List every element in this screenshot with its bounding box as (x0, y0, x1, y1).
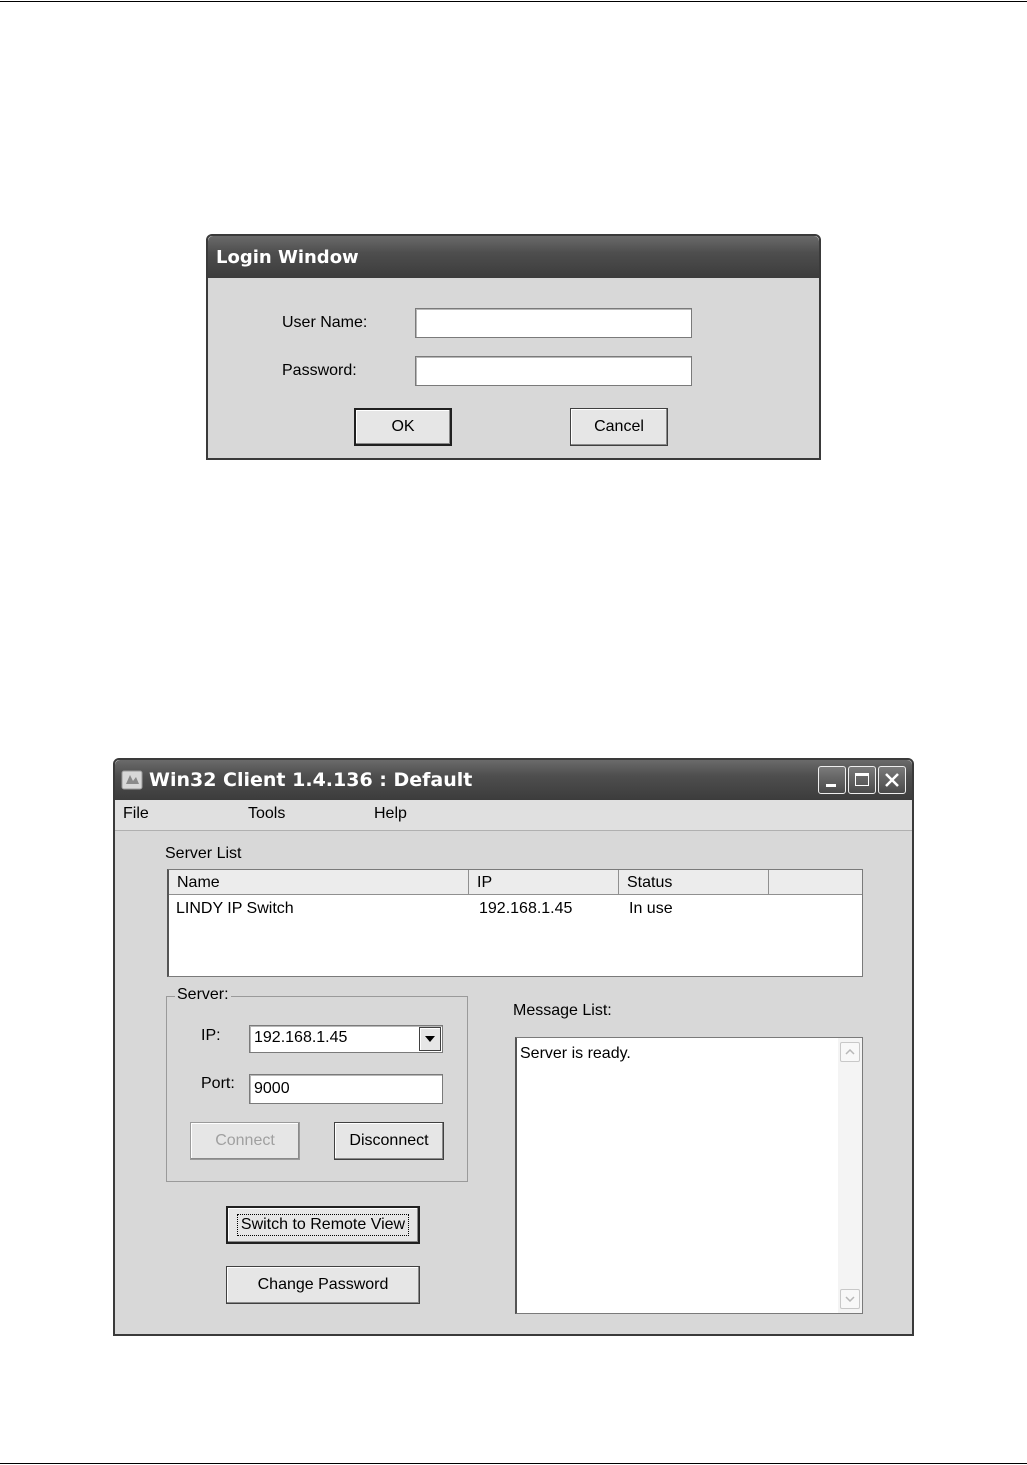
scroll-up-icon[interactable] (840, 1042, 860, 1062)
minimize-icon[interactable] (818, 766, 846, 794)
column-header-status[interactable]: Status (619, 870, 769, 894)
main-title: Win32 Client 1.4.136 : Default (149, 769, 473, 791)
server-list[interactable] (167, 869, 863, 977)
row-status: In use (629, 900, 673, 917)
username-input[interactable] (415, 308, 692, 338)
row-ip: 192.168.1.45 (479, 900, 573, 917)
message-list-label: Message List: (513, 1002, 612, 1019)
ip-combo-value: 192.168.1.45 (254, 1029, 348, 1046)
page-top-rule (0, 1, 1027, 2)
message-text: Server is ready. (520, 1045, 631, 1062)
main-window (113, 758, 914, 1336)
column-header-name[interactable]: Name (169, 870, 469, 894)
main-title-bar[interactable] (115, 760, 912, 800)
menu-tools[interactable]: Tools (248, 805, 286, 822)
maximize-icon[interactable] (848, 766, 876, 794)
login-title-bar[interactable] (208, 236, 819, 278)
login-window (206, 234, 821, 460)
message-scrollbar[interactable] (838, 1038, 862, 1313)
menu-bar (115, 800, 912, 831)
port-input[interactable] (249, 1074, 443, 1104)
password-input[interactable] (415, 356, 692, 386)
menu-file[interactable]: File (123, 805, 149, 822)
disconnect-button[interactable]: Disconnect (334, 1122, 444, 1160)
server-list-label: Server List (165, 845, 242, 862)
ok-button[interactable]: OK (354, 408, 452, 446)
row-name: LINDY IP Switch (176, 900, 294, 917)
scroll-down-icon[interactable] (840, 1289, 860, 1309)
menu-help[interactable]: Help (374, 805, 407, 822)
chevron-down-icon[interactable] (419, 1027, 441, 1051)
change-password-button[interactable]: Change Password (226, 1266, 420, 1304)
switch-remote-view-label: Switch to Remote View (237, 1214, 409, 1236)
password-label: Password: (282, 362, 357, 379)
server-group-title: Server: (177, 986, 229, 1003)
cancel-button[interactable]: Cancel (570, 408, 668, 446)
port-label: Port: (201, 1075, 235, 1092)
app-icon (121, 769, 143, 791)
server-list-header (169, 870, 862, 895)
switch-remote-view-button[interactable] (226, 1206, 420, 1244)
ip-label: IP: (201, 1027, 221, 1044)
server-group (166, 986, 468, 1182)
page-bottom-rule (0, 1463, 1027, 1464)
ip-combo[interactable] (249, 1025, 443, 1053)
username-label: User Name: (282, 314, 368, 331)
login-title: Login Window (216, 246, 359, 268)
message-list[interactable] (515, 1037, 863, 1314)
column-header-ip[interactable]: IP (469, 870, 619, 894)
close-icon[interactable] (878, 766, 906, 794)
connect-button[interactable]: Connect (190, 1122, 300, 1160)
